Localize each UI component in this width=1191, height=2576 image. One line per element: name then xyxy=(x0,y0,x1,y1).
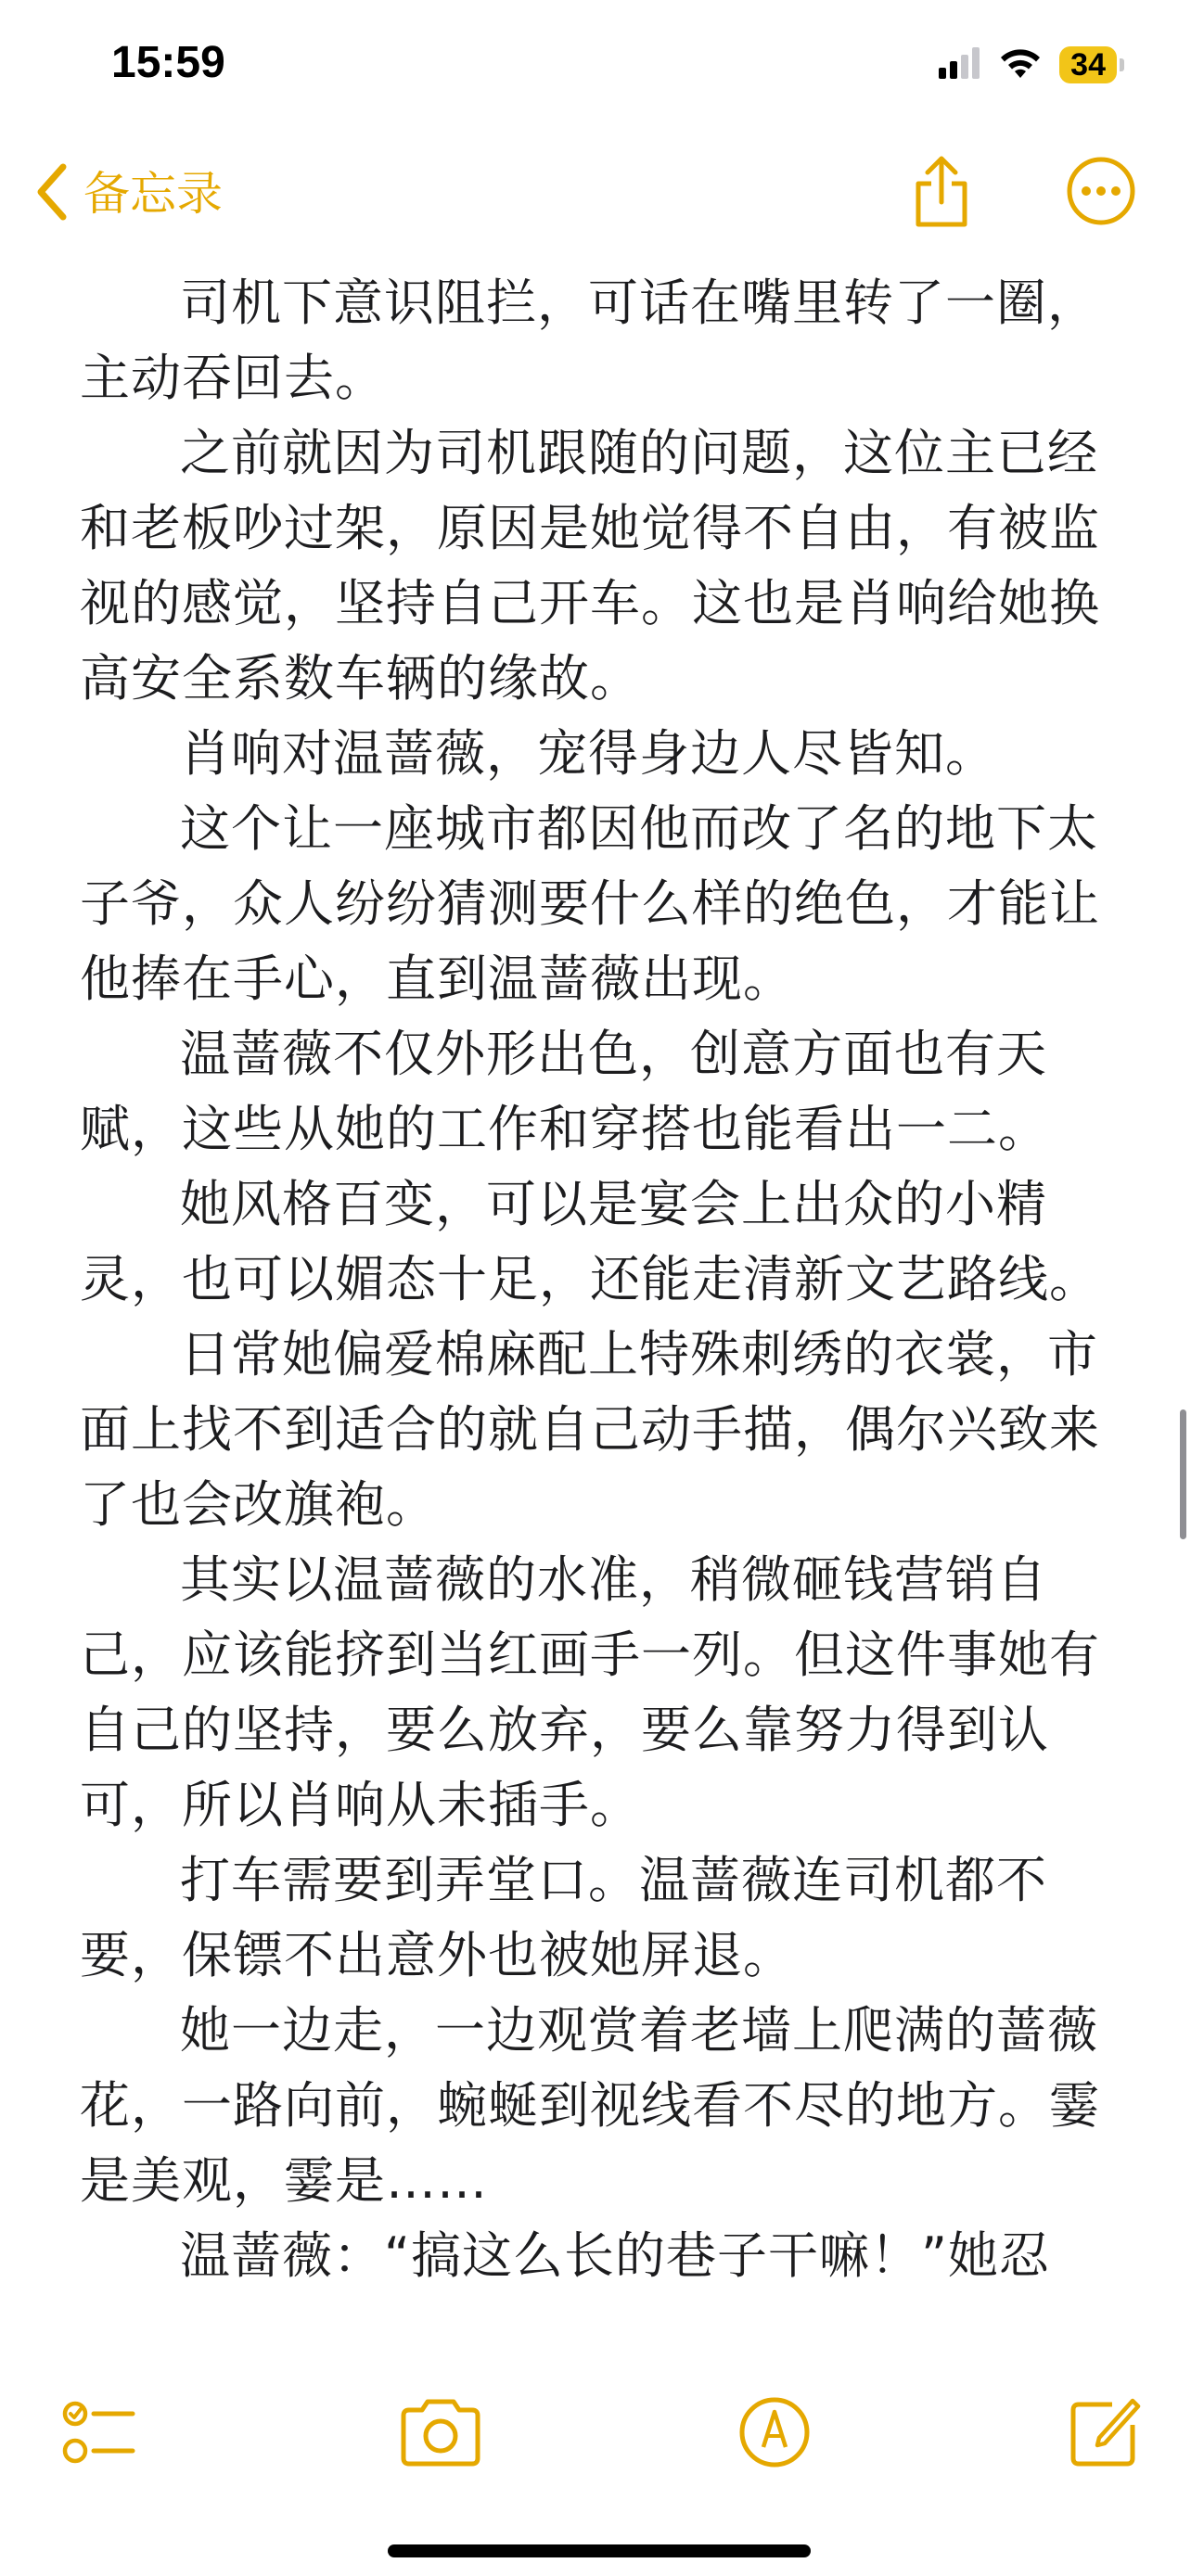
chevron-left-icon xyxy=(33,159,70,228)
wifi-icon xyxy=(998,46,1043,83)
note-paragraph: 她风格百变，可以是宴会上出众的小精灵，也可以媚态十足，还能走清新文艺路线。 xyxy=(80,1175,1100,1308)
battery-indicator xyxy=(1059,46,1124,83)
note-paragraph: 肖响对温蔷薇，宠得身边人尽皆知。 xyxy=(180,724,996,783)
compose-icon xyxy=(1066,2393,1144,2475)
scroll-indicator[interactable] xyxy=(1180,1409,1186,1539)
camera-icon xyxy=(398,2397,483,2471)
battery-level: 34 xyxy=(1059,46,1117,83)
note-paragraph: 打车需要到弄堂口。温蔷薇连司机都不要，保镖不出意外也被她屏退。 xyxy=(80,1851,1047,1984)
checklist-icon xyxy=(60,2393,138,2475)
markup-pen-icon xyxy=(737,2395,812,2473)
bottom-toolbar xyxy=(0,2355,1191,2576)
note-body[interactable] xyxy=(80,265,1119,2293)
note-paragraph: 这个让一座城市都因他而改了名的地下太子爷，众人纷纷猜测要什么样的绝色，才能让他捧在手心，直到温蔷薇出现。 xyxy=(80,799,1100,1008)
note-paragraph: 之前就因为司机跟随的问题，这位主已经和老板吵过架，原因是她觉得不自由，有被监视的感觉，坚持自己开车。这也是肖响给她换高安全系数车辆的缘故。 xyxy=(80,424,1100,708)
note-paragraph: 温蔷薇：“搞这么长的巷子干嘛！”她忍 xyxy=(180,2226,1050,2285)
back-label: 备忘录 xyxy=(83,167,223,221)
navigation-bar xyxy=(0,139,1191,250)
back-button[interactable] xyxy=(33,159,223,228)
status-icons xyxy=(939,46,1124,83)
checklist-button[interactable] xyxy=(58,2392,141,2476)
ellipsis-circle-icon xyxy=(1066,156,1136,230)
share-icon xyxy=(909,154,974,232)
camera-button[interactable] xyxy=(399,2392,482,2476)
status-time: 15:59 xyxy=(111,38,225,87)
status-bar xyxy=(0,0,1191,130)
share-button[interactable] xyxy=(904,156,979,230)
cellular-signal-icon xyxy=(939,47,981,83)
compose-button[interactable] xyxy=(1063,2392,1146,2476)
note-paragraph: 其实以温蔷薇的水准，稍微砸钱营销自己，应该能挤到当红画手一列。但这件事她有自己的坚持，要么放弃，要么靠努力得到认可，所以肖响从未插手。 xyxy=(80,1550,1100,1834)
home-indicator[interactable] xyxy=(388,2544,811,2557)
note-paragraph: 她一边走，一边观赏着老墙上爬满的蔷薇花，一路向前，蜿蜒到视线看不尽的地方。霎是美观，霎是…… xyxy=(80,2001,1100,2210)
markup-button[interactable] xyxy=(733,2392,816,2476)
battery-cap xyxy=(1120,58,1124,71)
note-paragraph: 司机下意识阻拦，可话在嘴里转了一圈，主动吞回去。 xyxy=(80,274,1098,407)
note-paragraph: 温蔷薇不仅外形出色，创意方面也有天赋，这些从她的工作和穿搭也能看出一二。 xyxy=(80,1025,1049,1158)
note-paragraph: 日常她偏爱棉麻配上特殊刺绣的衣裳，市面上找不到适合的就自己动手描，偶尔兴致来了也会改旗袍。 xyxy=(80,1325,1100,1534)
more-button[interactable] xyxy=(1064,156,1138,230)
